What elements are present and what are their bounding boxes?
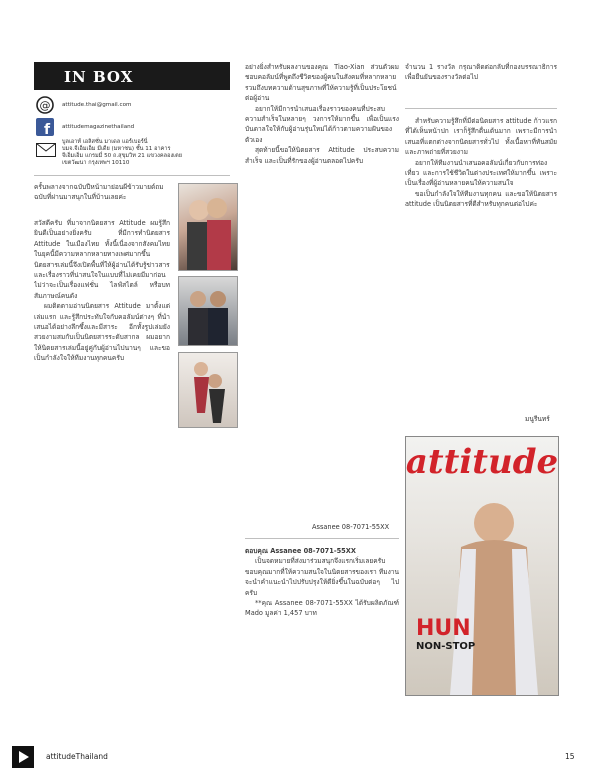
mail-line: เขตวัฒนา กรุงเทพฯ 10110 [62,160,130,166]
mail-line: จีเอ็มเอ็ม แกรมมี่ 50 ถ.สุขุมวิท 21 แขวงคลองเตย [62,153,182,159]
reply-prize-note: **คุณ Assanee 08-7071-55XX ได้รับผลิตภัณฑ์ Mado มูลค่า 1,457 บาท [245,599,399,618]
letter-paragraph: อยากให้ทีมงานนำเสนอคอลัมน์เกี่ยวกับการท่องเที่ยว และการใช้ชีวิตในต่างประเทศให้มากขึ้น เพราะเป็นเรื่องที่ผู้อ่านหลายคนให้ความสนใจ [405,158,557,188]
letter-column-1 [34,218,170,728]
facebook-icon [36,118,54,136]
footer-brand: attitudeThailand [46,752,108,761]
photo-couple [178,183,238,271]
photo-men [178,276,238,346]
reply-block [245,546,399,736]
footer-play-icon [12,746,34,768]
letter-paragraph: อย่างยิ่งสำหรับผลงานของคุณ Tiao-Xian ส่วนตัวผมชอบคอลัมน์ที่พูดถึงชีวิตของผู้คนในสังคมที่หลากหลาย รวมถึงบทความด้านสุขภาพที่ให้ความรู้ที่เป็นประโยชน์ต่อผู้อ่าน [245,63,399,103]
magazine-cover-image [405,436,559,696]
cover-subhead: NON-STOP [416,641,476,652]
svg-text:f: f [43,122,51,136]
email-icon [36,96,54,114]
cover-headline: HUN [416,616,471,641]
divider [245,538,399,539]
letter-paragraph: สวัสดีครับ ที่มาจากนิตยสาร Attitude ผมรู้สึกยินดีเป็นอย่างยิ่งครับ ที่มีการทำนิตยสาร Attitude ในเมืองไทย ทั้งนี้เนื่องจากสังคมไทยในยุคนี้มีความหลากหลายทางเพศมากขึ้น นิตยสารเล่มนี้จึงเปิดพื้นที่ให้ผู้อ่านได้รับรู้ข่าวสารและเรื่องราวที่น่าสนใจในแบบที่ไม่เคยมีมาก่อน ไม่ว่าจะเป็นเรื่องแฟชั่น ไลฟ์สไตล์ หรือบทสัมภาษณ์คนดัง [34,219,170,300]
section-title: IN BOX [64,68,134,86]
letter-paragraph: อยากให้มีการนำเสนอเรื่องราวของคนที่ประสบความสำเร็จในหลายๆ วงการให้มากขึ้น เพื่อเป็นแรงบันดาลใจให้กับผู้อ่านรุ่นใหม่ได้ก้าวตามความฝันของตัวเอง [245,104,399,144]
letter-paragraph: สำหรับความรู้สึกที่มีต่อนิตยสาร attitude ก้าวแรกที่ได้เห็นหน้าปก เราก็รู้สึกตื่นเต้นมาก เพราะมีการนำเสนอที่แตกต่างจากนิตยสารทั่วไป ทั้งเนื้อหาที่ทันสมัยและภาพถ่ายที่สวยงาม [405,117,557,157]
svg-text:@: @ [39,99,51,112]
mail-line: บมจ.จีเอ็มเอ็ม มีเดีย (มหาชน) ชั้น 11 อาคาร [62,146,171,152]
divider [34,175,230,176]
letter-column-2 [245,62,399,384]
divider [405,108,557,109]
contact-facebook[interactable]: attitudemagazinethailand [62,124,135,130]
reply-text: เป็นจดหมายที่ส่งมาร่วมสนุกจึงแรกเริ่มเลยครับ ขอบคุณมากที่ให้ความสนใจในนิตยสารของเรา ทีมงานจะนำคำแนะนำไปปรับปรุงให้ดียิ่งขึ้นในฉบับต่อๆ ไปครับ [245,557,399,597]
page-number: 15 [565,752,575,761]
photo-dancers [178,352,238,428]
envelope-icon [36,143,56,157]
reply-label: ตอบคุณ Assanee 08-7071-55XX [245,547,356,555]
contact-mail-address [62,139,182,167]
contact-email[interactable]: attitude.thai@gmail.com [62,102,132,108]
letter-signature: มนูรีนทร์ [525,415,550,423]
mail-line: บูลเอาท์ เอลิสซั่น มาเดล แอร์เบอร์นี่ [62,139,148,145]
letter-column-3-top [405,62,557,102]
intro-note-text: ครั้นพลางจากฉบับปีหน้ามาย่อนผีข้าวมายด์ถมฉบับที่ผ่านมาสนุกในที่บ้านเลยค่ะ [34,183,164,202]
letter-paragraph: ผมติดตามอ่านนิตยสาร Attitude มาตั้งแต่เล่มแรก และรู้สึกประทับใจกับคอลัมน์ต่างๆ ที่นำเสนอได้อย่างลึกซึ้งและมีสาระ อีกทั้งรูปเล่มยังสวยงามสมกับเป็นนิตยสารระดับสากล ผมอยากให้นิตยสารเล่มนี้อยู่คู่กับผู้อ่านไปนานๆ และขอเป็นกำลังใจให้ทีมงานทุกคนครับ [34,302,170,363]
letter-column-3 [405,116,557,408]
intro-note [34,182,170,203]
letter-signature: Assanee 08-7071-55XX [312,523,390,531]
letter-paragraph: สุดท้ายนี้ขอให้นิตยสาร Attitude ประสบความสำเร็จ และเป็นที่รักของผู้อ่านตลอดไปครับ [245,146,399,165]
letter-paragraph: ขอเป็นกำลังใจให้ทีมงานทุกคน และขอให้นิตยสาร attitude เป็นนิตยสารที่ดีสำหรับทุกคนต่อไปค่ะ [405,189,557,209]
cover-brand: attitude [406,442,558,482]
letter-paragraph: จำนวน 1 รางวัล กรุณาติดต่อกลับที่กองบรรณาธิการ เพื่อยืนยันของรางวัลต่อไป [405,63,557,82]
